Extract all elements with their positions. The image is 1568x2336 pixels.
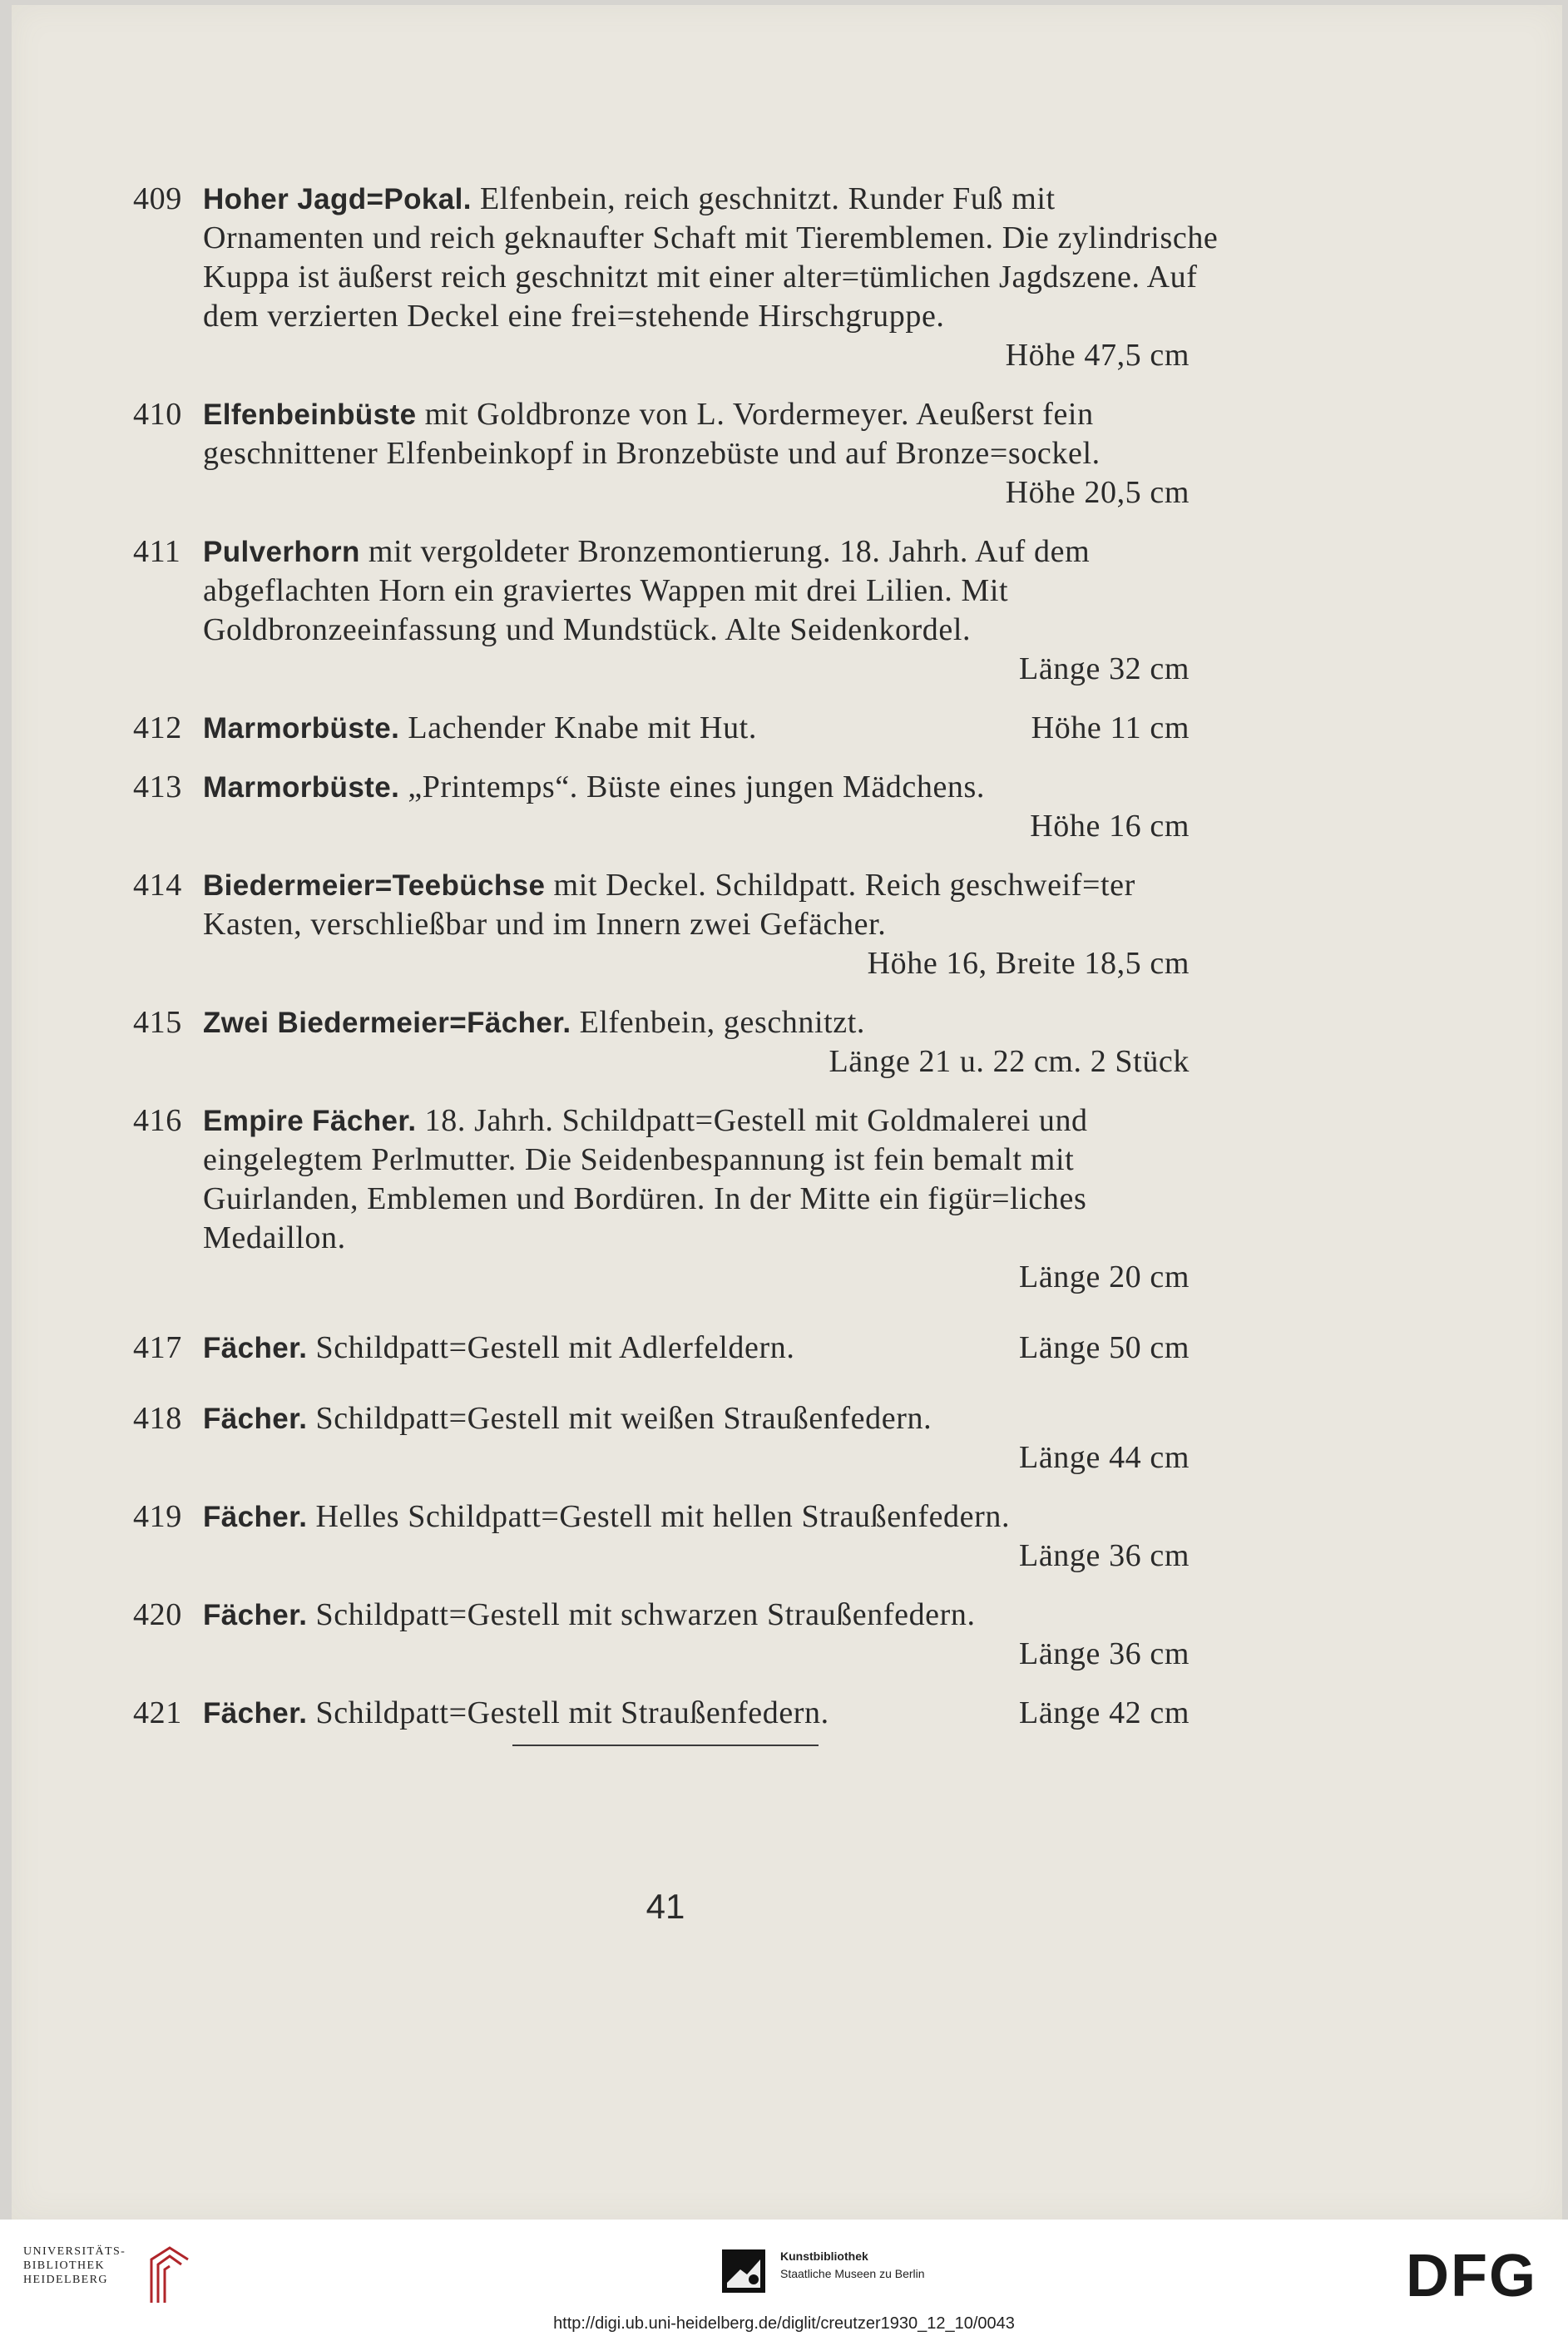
ub-line-3: HEIDELBERG	[23, 2274, 108, 2286]
entry-description: mit Deckel. Schildpatt. Reich geschweif=ter Kasten, verschließbar und im Innern zwei Gefächer.	[203, 868, 1135, 942]
catalog-entry-421	[133, 1694, 1223, 1733]
entry-number: 416	[133, 1103, 182, 1138]
kunstbibliothek-logo[interactable]	[722, 2246, 972, 2296]
entry-title: Fächer.	[203, 1403, 308, 1435]
entry-title: Elfenbeinbüste	[203, 398, 417, 431]
entry-measure: Höhe 16 cm	[1030, 809, 1190, 844]
entry-description: Lachender Knabe mit Hut.	[408, 710, 757, 745]
entry-description: Schildpatt=Gestell mit weißen Straußenfedern.	[315, 1401, 932, 1436]
entry-description: Schildpatt=Gestell mit Straußenfedern.	[315, 1695, 829, 1730]
entry-measure: Höhe 16, Breite 18,5 cm	[867, 946, 1190, 981]
catalog-entry-412	[133, 709, 1223, 748]
entry-measure: Länge 42 cm	[1019, 1695, 1190, 1730]
entry-title: Fächer.	[203, 1501, 308, 1533]
entry-title: Hoher Jagd=Pokal.	[203, 183, 472, 215]
entry-number: 414	[133, 868, 182, 903]
entry-number: 415	[133, 1005, 182, 1040]
entry-measure: Höhe 11 cm	[1031, 710, 1190, 745]
catalog-entry-409	[133, 180, 1223, 375]
document-page	[12, 5, 1562, 2220]
entry-description: Elfenbein, geschnitzt.	[579, 1005, 866, 1040]
catalog-entry-420	[133, 1596, 1223, 1674]
entry-measure: Länge 21 u. 22 cm. 2 Stück	[829, 1044, 1190, 1079]
catalog-entry-410	[133, 395, 1223, 512]
permalink-url[interactable]: http://digi.ub.uni-heidelberg.de/diglit/creutzer1930_12_10/0043	[553, 2314, 1015, 2333]
entry-measure: Höhe 47,5 cm	[1005, 338, 1190, 373]
entry-number: 417	[133, 1330, 182, 1365]
kb-title: Kunstbibliothek	[780, 2249, 868, 2263]
entry-number: 418	[133, 1401, 182, 1436]
catalog-entry-419	[133, 1497, 1223, 1576]
kunstbibliothek-wordmark	[780, 2248, 925, 2283]
ub-line-1: UNIVERSITÄTS-	[23, 2245, 126, 2258]
entry-title: Marmorbüste.	[203, 712, 400, 745]
catalog-entry-417	[133, 1329, 1223, 1368]
entry-number: 413	[133, 770, 182, 804]
entry-number: 411	[133, 534, 181, 569]
page-number: 41	[646, 1887, 685, 1926]
entry-title: Marmorbüste.	[203, 771, 400, 804]
entry-description: Elfenbein, reich geschnitzt. Runder Fuß mit Ornamenten und reich geknaufter Schaft mit Tieremblemen. Die zylindrische Kuppa ist äußerst reich geschnitzt mit einer alter=tümlichen Jagdszene. Auf dem verzierten Deckel eine frei=stehende Hirschgruppe.	[203, 181, 1219, 334]
dfg-logo[interactable]: DFG	[1406, 2243, 1537, 2309]
ub-line-2: BIBLIOTHEK	[23, 2259, 105, 2272]
entry-title: Empire Fächer.	[203, 1105, 417, 1137]
entry-description: Schildpatt=Gestell mit Adlerfeldern.	[315, 1330, 795, 1365]
entry-measure: Höhe 20,5 cm	[1005, 475, 1190, 510]
catalog-entry-413	[133, 768, 1223, 846]
entry-description: mit Goldbronze von L. Vordermeyer. Aeußerst fein geschnittener Elfenbeinkopf in Bronzebüste und auf Bronze=sockel.	[203, 397, 1101, 471]
kb-subtitle: Staatliche Museen zu Berlin	[780, 2267, 925, 2280]
digitization-footer	[0, 2220, 1568, 2336]
ub-heidelberg-mark-icon	[145, 2244, 195, 2304]
ub-heidelberg-logo[interactable]	[23, 2244, 206, 2303]
entry-number: 420	[133, 1597, 182, 1632]
catalog-entry-415	[133, 1003, 1223, 1081]
section-divider	[512, 1745, 819, 1746]
entry-number: 412	[133, 710, 182, 745]
kunstbibliothek-emblem-icon	[722, 2249, 765, 2293]
entry-measure: Länge 32 cm	[1019, 651, 1190, 686]
entry-number: 409	[133, 181, 182, 216]
catalog-entries	[133, 180, 1223, 1753]
entry-description: Helles Schildpatt=Gestell mit hellen Straußenfedern.	[315, 1499, 1011, 1534]
entry-number: 419	[133, 1499, 182, 1534]
entry-measure: Länge 50 cm	[1019, 1330, 1190, 1365]
entry-title: Zwei Biedermeier=Fächer.	[203, 1007, 571, 1039]
entry-title: Fächer.	[203, 1332, 308, 1364]
entry-number: 421	[133, 1695, 182, 1730]
catalog-entry-414	[133, 866, 1223, 983]
entry-number: 410	[133, 397, 182, 432]
entry-description: „Printemps“. Büste eines jungen Mädchens.	[408, 770, 986, 804]
catalog-entry-418	[133, 1399, 1223, 1477]
entry-title: Fächer.	[203, 1599, 308, 1631]
catalog-entry-411	[133, 532, 1223, 689]
entry-title: Pulverhorn	[203, 536, 360, 568]
catalog-entry-416	[133, 1101, 1223, 1297]
entry-title: Fächer.	[203, 1697, 308, 1730]
ub-heidelberg-wordmark	[23, 2244, 126, 2287]
entry-measure: Länge 36 cm	[1019, 1636, 1190, 1671]
entry-measure: Länge 44 cm	[1019, 1440, 1190, 1475]
entry-description: 18. Jahrh. Schildpatt=Gestell mit Goldmalerei und eingelegtem Perlmutter. Die Seidenbespannung ist fein bemalt mit Guirlanden, Emblemen und Bordüren. In der Mitte ein figür=liches Medaillon.	[203, 1103, 1088, 1255]
entry-description: mit vergoldeter Bronzemontierung. 18. Jahrh. Auf dem abgeflachten Horn ein graviertes Wappen mit drei Lilien. Mit Goldbronzeeinfassung und Mundstück. Alte Seidenkordel.	[203, 534, 1091, 647]
entry-measure: Länge 20 cm	[1019, 1260, 1190, 1294]
entry-measure: Länge 36 cm	[1019, 1538, 1190, 1573]
entry-title: Biedermeier=Teebüchse	[203, 869, 546, 902]
entry-description: Schildpatt=Gestell mit schwarzen Straußenfedern.	[315, 1597, 976, 1632]
